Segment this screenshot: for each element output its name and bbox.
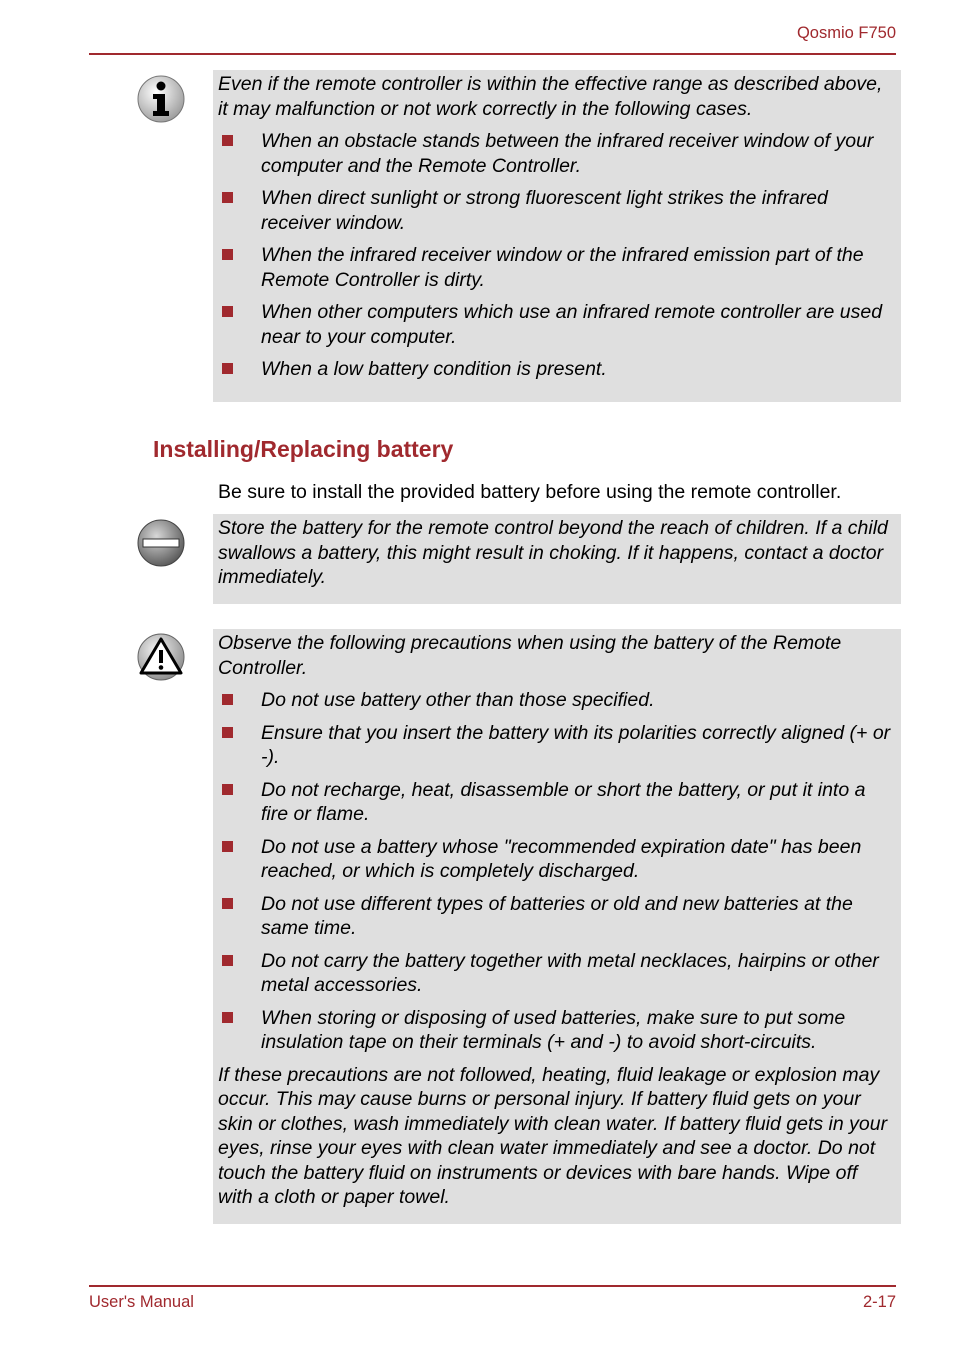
note-list [218, 688, 895, 1055]
bullet-square [222, 249, 233, 260]
header-title: Qosmio F750 [796, 24, 896, 42]
list-item: Do not use a battery whose "recommended expiration date" has been reached, or which is completely discharged. [218, 835, 895, 884]
list-item: Do not use different types of batteries or old and new batteries at the same time. [218, 892, 895, 941]
note-text: Store the battery for the remote control beyond the reach of children. If a child swallows a battery, this might result in choking. If it happens, contact a doctor immediately. [218, 517, 888, 588]
bullet-square [222, 135, 233, 146]
bullet-square [222, 306, 233, 317]
warning-icon [136, 632, 186, 682]
note-children-warning [213, 514, 901, 604]
bullet-square [222, 841, 233, 852]
bullet-square [222, 898, 233, 909]
list-item: Do not carry the battery together with metal necklaces, hairpins or other metal accessories. [218, 949, 895, 998]
bullet-square [222, 192, 233, 203]
list-item: When a low battery condition is present. [218, 357, 895, 382]
note-list [218, 129, 895, 382]
note-outro: If these precautions are not followed, heating, fluid leakage or explosion may occur. This may cause burns or personal injury. If battery fluid gets on your skin or clothes, wash immediately with clean water. If battery fluid gets in your eyes, rinse your eyes with clean water immediately and see a doctor. Do not touch the battery fluid on instruments or devices with bare hands. Wipe off with a cloth or paper towel. [218, 1063, 888, 1208]
list-item: Do not recharge, heat, disassemble or short the battery, or put it into a fire or flame. [218, 778, 895, 827]
bullet-square [222, 363, 233, 374]
list-item: When an obstacle stands between the infrared receiver window of your computer and the Remote Controller. [218, 129, 895, 178]
section-heading: Installing/Replacing battery [153, 436, 454, 462]
note-intro: Even if the remote controller is within the effective range as described above, it may malfunction or not work correctly in the following cases. [218, 73, 883, 120]
bullet-square [222, 955, 233, 966]
info-icon [136, 74, 186, 124]
list-item: When storing or disposing of used batteries, make sure to put some insulation tape on their terminals (+ and -) to avoid short-circuits. [218, 1006, 895, 1055]
header-rule [89, 53, 896, 55]
note-battery-precautions [213, 629, 901, 1224]
footer-manual-title: User's Manual [89, 1293, 194, 1311]
list-item: Do not use battery other than those specified. [218, 688, 895, 713]
note-intro: Observe the following precautions when using the battery of the Remote Controller. [218, 632, 842, 679]
bullet-square [222, 784, 233, 795]
list-item: When the infrared receiver window or the infrared emission part of the Remote Controller is dirty. [218, 243, 895, 292]
list-item: Ensure that you insert the battery with its polarities correctly aligned (+ or -). [218, 721, 895, 770]
list-item: When other computers which use an infrared remote controller are used near to your computer. [218, 300, 895, 349]
footer-rule [89, 1285, 896, 1287]
bullet-square [222, 1012, 233, 1023]
footer-page-number: 2-17 [862, 1293, 896, 1311]
note-remote-malfunction [213, 70, 901, 402]
bullet-square [222, 727, 233, 738]
bullet-square [222, 694, 233, 705]
prohibition-icon [136, 518, 186, 568]
list-item: When direct sunlight or strong fluorescent light strikes the infrared receiver window. [218, 186, 895, 235]
section-body: Be sure to install the provided battery before using the remote controller. [218, 481, 842, 503]
